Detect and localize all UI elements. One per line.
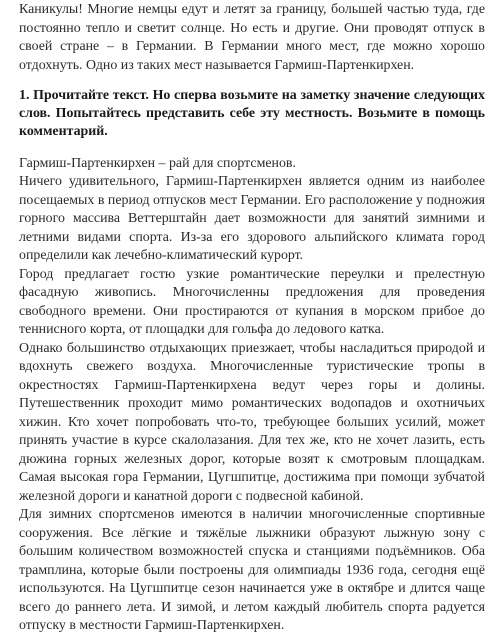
paragraph-4: Для зимних спортсменов имеются в наличии многочисленные спортивные сооружения. Все лёгкие и тяжёлые лыжники образуют лыжную зону с большим количеством возможностей спуска и станциями подъёмников. Оба трамплина, которые были построены для олимпиады 1936 года, сегодня ещё используются. На Цугшпитце сезон начинается уже в октябре и длится чаще всего до раннего лета. И зимой, и летом каждый любитель спорта радуется отпуску в местности Гармиш-Партенкирхен.	[19, 507, 485, 634]
task-heading: 1. Прочитайте текст. Но сперва возьмите на заметку значение следующих слов. Попытайтесь представить себе эту местность. Возьмите в помощь комментарий.	[19, 88, 485, 139]
textbook-page	[0, 1, 495, 634]
paragraph-3: Однако большинство отдыхающих приезжает, чтобы насладиться природой и вдохнуть свежего воздуха. Многочисленные туристические тропы в окрестностях Гармиш-Партенкирхена ведут через горы и долины. Путешественник проходит мимо романтических водопадов и охотничьих хижин. Кто хочет попробовать что-то, требующее больших усилий, может принять участие в курсе скалолазания. Для тех же, кто не хочет лазить, есть дюжина горных железных дорог, которые возят к смотровым площадкам. Самая высокая гора Германии, Цугшпитце, достижима при помощи зубчатой железной дороги и канатной дороги с подвесной кабиной.	[19, 340, 485, 504]
paragraph-1: Ничего удивительного, Гармиш-Партенкирхен является одним из наиболее посещаемых в период отпусков мест Германии. Его расположение у подножия горного массива Веттерштайн дает возможности для занятий зимними и летними видами спорта. Из-за его здорового альпийского климата город определили как лечебно-климатический курорт.	[19, 174, 485, 264]
intro-paragraph: Каникулы! Многие немцы едут и летят за границу, большей частью туда, где постоянно тепло и светит солнце. Но есть и другие. Они проводят отпуск в своей стране – в Германии. В Германии много мест, где можно хорошо отдохнуть. Одно из таких мест называется Гармиш-Партенкирхен.	[19, 2, 485, 73]
text-title: Гармиш-Партенкирхен – рай для спортсменов.	[19, 155, 296, 171]
paragraph-2: Город предлагает гостю узкие романтические переулки и прелестную фасадную живопись. Многочисленны предложения для проведения свободного времени. Они простираются от купания в морском прибое до теннисного корта, от площадки для гольфа до ледового катка.	[19, 266, 485, 338]
